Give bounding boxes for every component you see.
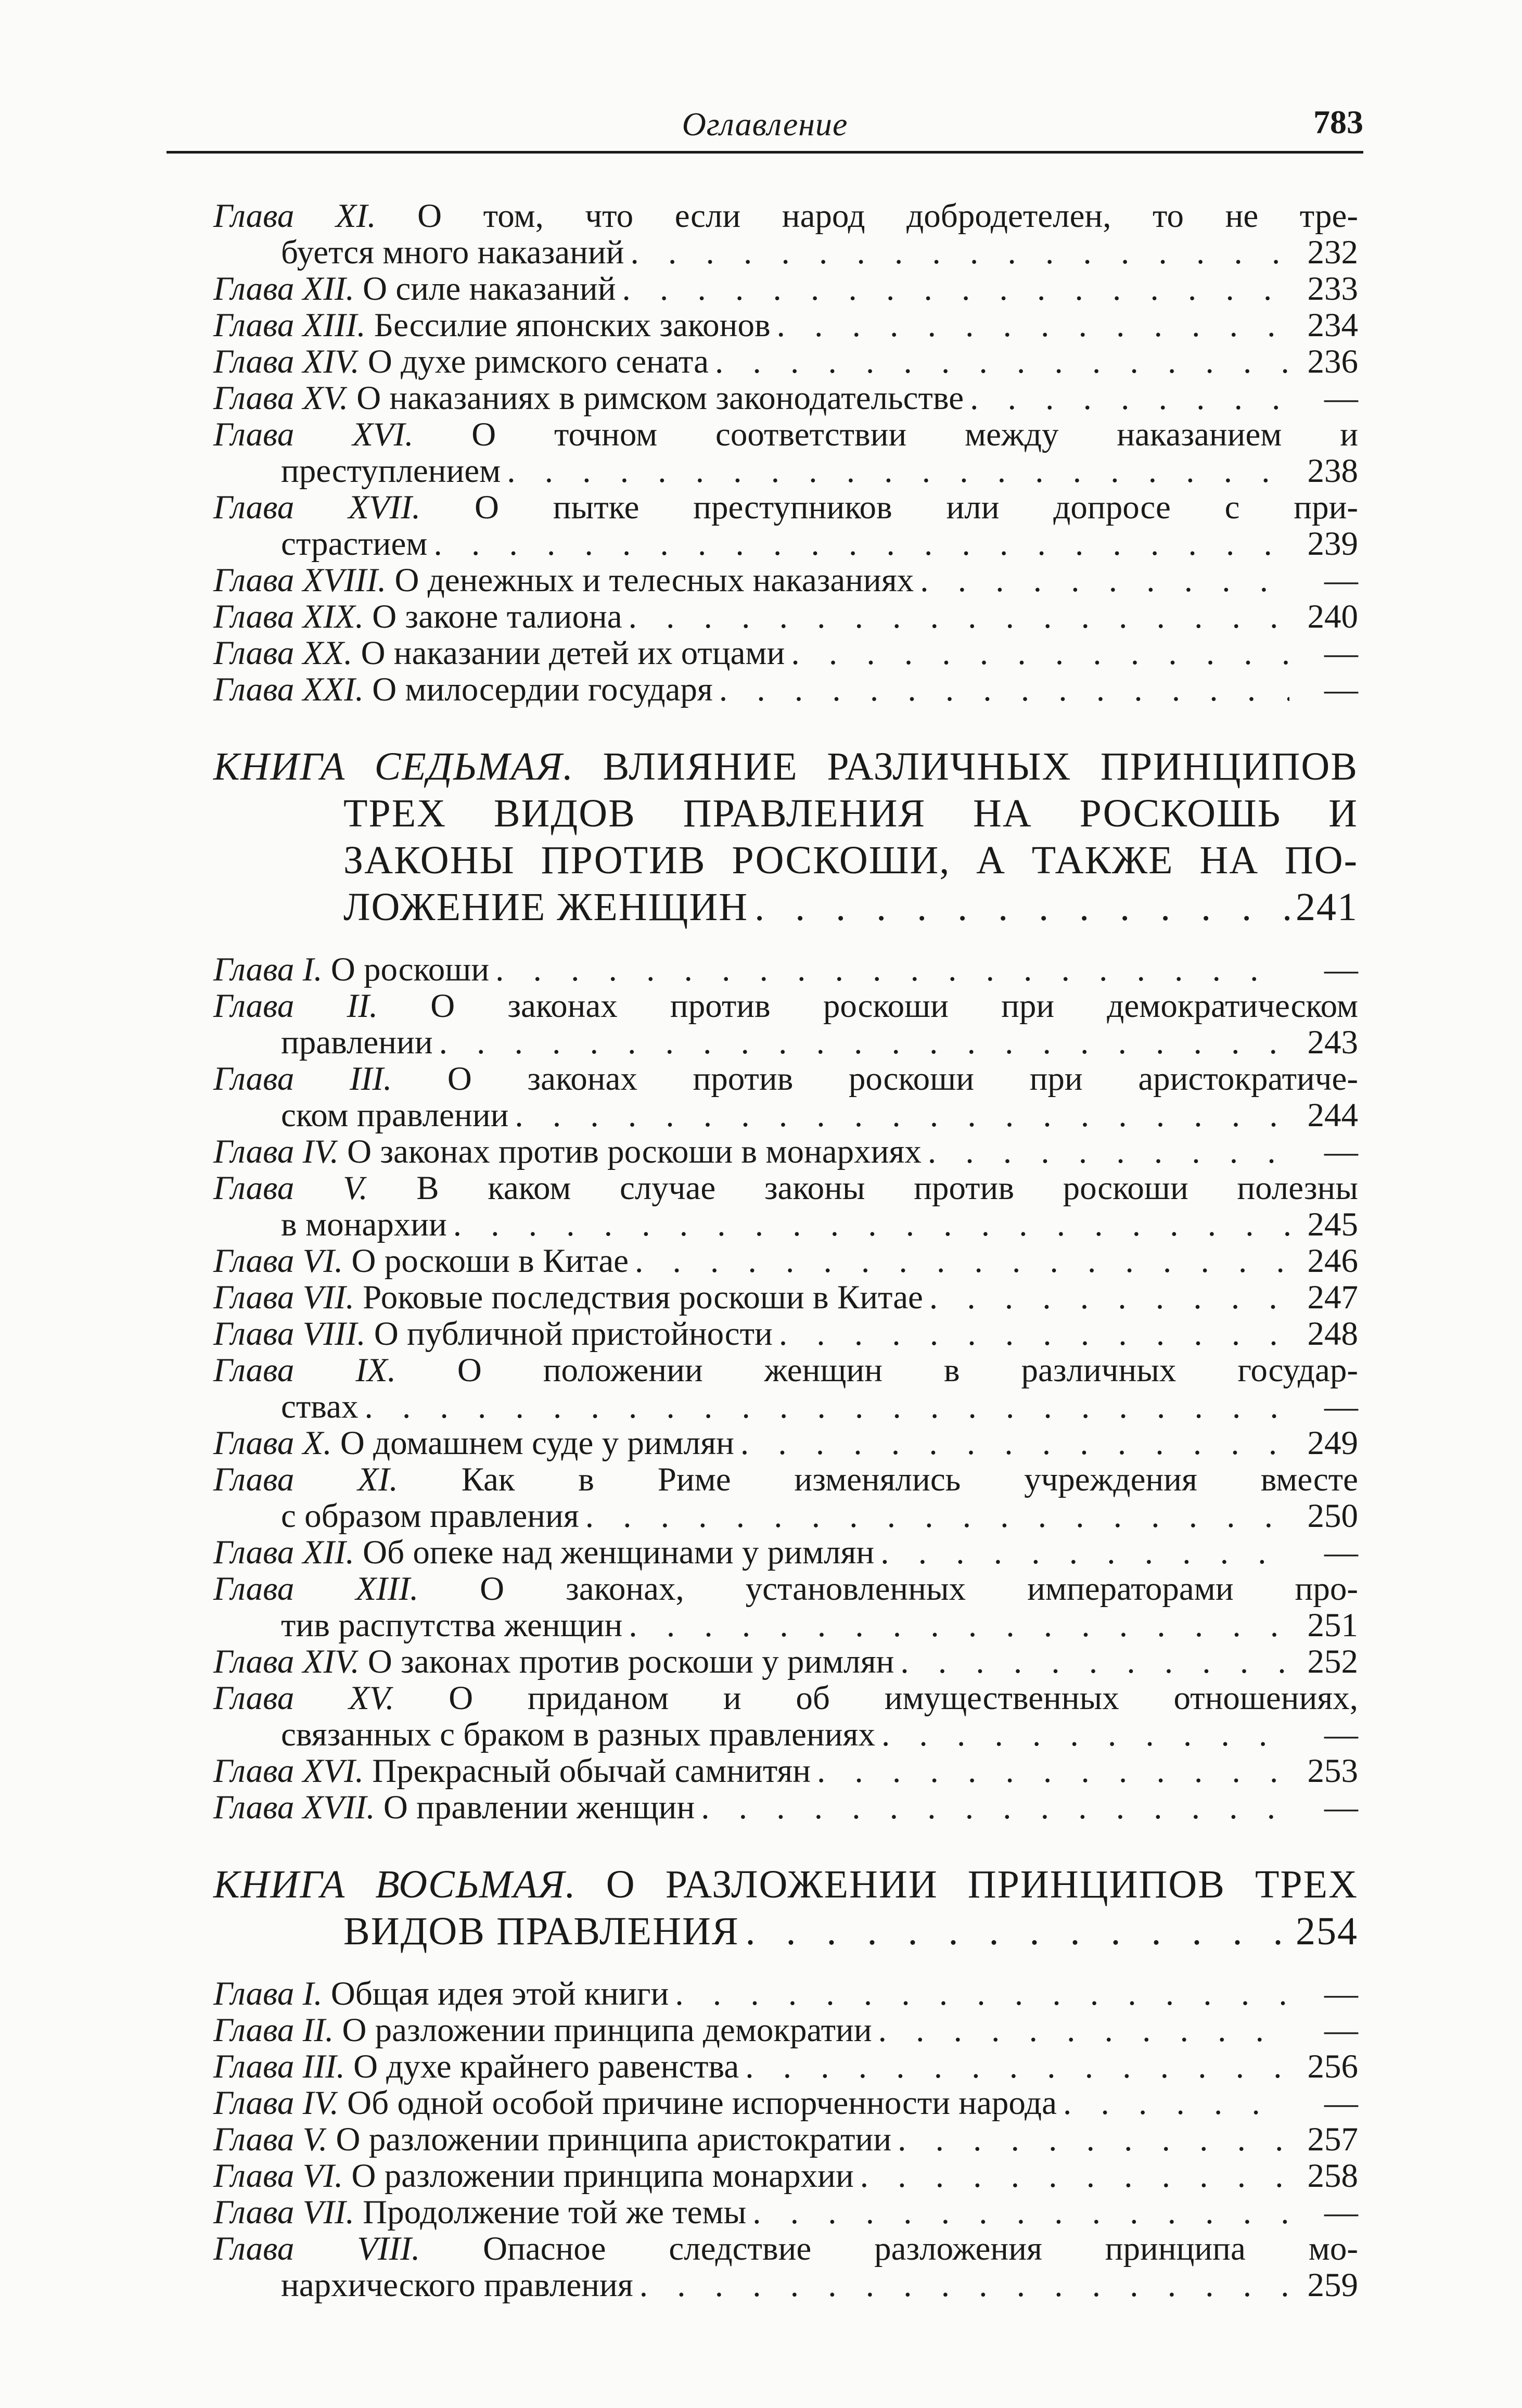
page-ref: 256 — [1307, 2048, 1358, 2085]
dot-leader — [629, 1607, 1289, 1643]
book-heading-7 — [213, 743, 1358, 931]
dot-leader — [860, 2158, 1289, 2194]
toc-entry — [213, 1170, 1358, 1243]
book-heading-last-line: ЛОЖЕНИЕ ЖЕНЩИН . . . 241 — [213, 884, 1358, 931]
chapter-label: Глава V. — [213, 1169, 368, 1207]
dot-leader — [629, 598, 1289, 635]
chapter-title: О положении женщин в различных государ- — [395, 1352, 1358, 1389]
chapter-title: О точном соответствии между наказанием и — [413, 416, 1358, 453]
chapter-title: связанных с браком в разных правлениях — [281, 1716, 875, 1753]
toc-entry — [213, 198, 1358, 271]
book-label: КНИГА ВОСЬМАЯ. — [213, 1863, 577, 1906]
page-ref: 232 — [1307, 234, 1358, 271]
entry-line — [213, 2012, 1358, 2048]
toc-entry — [213, 489, 1358, 562]
toc-entry — [213, 1753, 1358, 1789]
chapter-title: тив распутства женщин — [281, 1607, 623, 1644]
chapter-title: страстием — [281, 525, 428, 563]
chapter-title: О духе крайнего равенства — [344, 2048, 739, 2085]
chapter-label: Глава I. — [213, 951, 323, 988]
entry-first-line — [213, 1061, 1358, 1097]
dot-leader — [970, 380, 1289, 416]
entry-first-line — [213, 2231, 1358, 2267]
toc-entry — [213, 1425, 1358, 1461]
page-ref: 243 — [1307, 1024, 1358, 1061]
entry-line — [213, 635, 1358, 671]
entry-line — [213, 1206, 1358, 1243]
page-ref: 246 — [1307, 1242, 1358, 1280]
toc-entry — [213, 1352, 1358, 1425]
chapter-title: Об одной особой причине испорченности народа — [338, 2084, 1057, 2122]
toc-entry — [213, 1643, 1358, 1680]
dot-leader — [791, 635, 1289, 671]
chapter-label: Глава VIII. — [213, 2230, 420, 2267]
chapter-title: Прекрасный обычай самнитян — [363, 1752, 811, 1790]
entry-line — [213, 343, 1358, 380]
chapter-title: Роковые последствия роскоши в Китае — [354, 1279, 923, 1316]
entry-first-line — [213, 1170, 1358, 1206]
entry-line — [213, 2048, 1358, 2085]
page-ref: 233 — [1307, 270, 1358, 308]
chapter-label: Глава XIX. — [213, 598, 364, 635]
chapter-title: О духе римского сената — [359, 343, 709, 380]
entry-line — [213, 380, 1358, 416]
chapter-title: Как в Риме изменялись учреждения вместе — [398, 1461, 1358, 1498]
entry-first-line — [213, 489, 1358, 526]
chapter-label: Глава IV. — [213, 1133, 339, 1170]
header-rule — [167, 151, 1363, 154]
dot-leader — [433, 526, 1289, 562]
entry-line — [213, 671, 1358, 708]
dot-leader — [675, 1976, 1289, 2012]
dot-leader — [754, 884, 1289, 931]
entry-first-line — [213, 198, 1358, 234]
chapter-label: Глава XVII. — [213, 1789, 375, 1826]
dot-leader — [817, 1753, 1289, 1789]
toc-entry — [213, 1061, 1358, 1133]
toc-entry — [213, 1571, 1358, 1643]
book-heading-line: КНИГА ВОСЬМАЯ. О РАЗЛОЖЕНИИ ПРИНЦИПОВ ТРЕХ — [213, 1863, 1358, 1906]
toc-entry — [213, 1133, 1358, 1170]
chapter-label: Глава XII. — [213, 1534, 354, 1571]
chapter-title: Об опеке над женщинами у римлян — [354, 1534, 875, 1571]
toc-entry — [213, 2231, 1358, 2303]
chapter-list-book-7 — [213, 951, 1358, 1826]
toc-entry — [213, 671, 1358, 708]
entry-line — [213, 1643, 1358, 1680]
dot-leader — [640, 2267, 1289, 2303]
page-ref: 249 — [1307, 1424, 1358, 1462]
chapter-label: Глава VI. — [213, 1242, 343, 1280]
dot-leader — [745, 2048, 1289, 2085]
page-ref: 234 — [1307, 307, 1358, 344]
entry-line — [213, 1753, 1358, 1789]
page-ref: — — [1324, 2194, 1358, 2231]
entry-line — [213, 1716, 1358, 1753]
chapter-title: преступлением — [281, 452, 501, 490]
dot-leader — [453, 1206, 1289, 1243]
chapter-label: Глава XI. — [213, 1461, 398, 1498]
page-ref: — — [1324, 379, 1358, 417]
toc-entry — [213, 598, 1358, 635]
chapter-label: Глава XIV. — [213, 343, 360, 380]
entry-line — [213, 526, 1358, 562]
chapter-title: О законах против роскоши у римлян — [359, 1643, 894, 1680]
page-ref: — — [1324, 2011, 1358, 2049]
dot-leader — [439, 1024, 1289, 1061]
dot-leader — [900, 1643, 1289, 1680]
entry-line — [213, 271, 1358, 307]
toc-entry — [213, 988, 1358, 1061]
book-heading-line: ТРЕХ ВИДОВ ПРАВЛЕНИЯ НА РОСКОШЬ И — [343, 792, 1358, 835]
page-ref: 241 — [1296, 885, 1358, 929]
book-heading-8 — [213, 1861, 1358, 1955]
chapter-title: Бессилие японских законов — [365, 307, 771, 344]
toc-entry — [213, 562, 1358, 598]
chapter-title: О законах против роскоши при демократическом — [378, 987, 1358, 1025]
book-heading-line: ЗАКОНЫ ПРОТИВ РОСКОШИ, А ТАКЖЕ НА ПО- — [343, 838, 1358, 882]
page-ref: — — [1324, 2084, 1358, 2122]
chapter-list-book-6 — [213, 198, 1358, 708]
chapter-label: Глава XIII. — [213, 1570, 419, 1608]
toc-entry — [213, 1534, 1358, 1571]
page-ref: 257 — [1307, 2121, 1358, 2158]
chapter-label: Глава XIV. — [213, 1643, 360, 1680]
chapter-title: О денежных и телесных наказаниях — [386, 562, 914, 599]
chapter-title: О законе талиона — [363, 598, 622, 635]
chapter-label: Глава XII. — [213, 270, 354, 308]
dot-leader — [585, 1498, 1289, 1534]
toc-entry — [213, 1976, 1358, 2012]
toc-entry — [213, 2158, 1358, 2194]
entry-line — [213, 1388, 1358, 1425]
chapter-label: Глава III. — [213, 2048, 345, 2085]
entry-line — [213, 307, 1358, 343]
page-ref: — — [1324, 951, 1358, 988]
page-ref: — — [1324, 671, 1358, 708]
chapter-label: Глава XVI. — [213, 1752, 364, 1790]
entry-line — [213, 1534, 1358, 1571]
chapter-label: Глава XV. — [213, 1679, 394, 1717]
chapter-label: Глава X. — [213, 1424, 332, 1462]
chapter-label: Глава II. — [213, 987, 378, 1025]
toc-entry — [213, 380, 1358, 416]
chapter-label: Глава XVII. — [213, 489, 421, 526]
toc-entry — [213, 1461, 1358, 1534]
toc-entry — [213, 1680, 1358, 1753]
entry-line — [213, 1498, 1358, 1534]
table-of-contents — [213, 198, 1358, 2303]
entry-line — [213, 1243, 1358, 1279]
chapter-label: Глава VII. — [213, 1279, 354, 1316]
entry-line — [213, 562, 1358, 598]
chapter-title: О пытке преступников или допросе с при- — [420, 489, 1358, 526]
entry-line — [213, 951, 1358, 988]
dot-leader — [1063, 2085, 1289, 2121]
toc-entry — [213, 1789, 1358, 1826]
chapter-title: О силе наказаний — [354, 270, 616, 308]
toc-entry — [213, 951, 1358, 988]
chapter-title: О публичной пристойности — [365, 1315, 773, 1353]
entry-line — [213, 2121, 1358, 2158]
chapter-title: буется много наказаний — [281, 234, 624, 271]
entry-line — [213, 1316, 1358, 1352]
entry-first-line — [213, 1571, 1358, 1607]
dot-leader — [777, 307, 1289, 343]
chapter-title: О законах против роскоши в монархиях — [338, 1133, 922, 1170]
page-ref: — — [1324, 1789, 1358, 1826]
dot-leader — [701, 1789, 1289, 1826]
toc-entry — [213, 271, 1358, 307]
book-label: КНИГА СЕДЬМАЯ. — [213, 745, 574, 788]
dot-leader — [779, 1316, 1289, 1352]
toc-entry — [213, 1243, 1358, 1279]
chapter-title: О роскоши — [322, 951, 490, 988]
chapter-label: Глава VII. — [213, 2194, 354, 2231]
page-ref: 253 — [1307, 1752, 1358, 1790]
chapter-label: Глава I. — [213, 1975, 323, 2012]
dot-leader — [881, 1716, 1289, 1753]
page-ref: 254 — [1296, 1909, 1358, 1953]
page-ref: 240 — [1307, 598, 1358, 635]
chapter-title: В каком случае законы против роскоши полезны — [367, 1169, 1359, 1207]
toc-entry — [213, 1316, 1358, 1352]
toc-entry — [213, 2012, 1358, 2048]
page-ref: 244 — [1307, 1097, 1358, 1134]
entry-line — [213, 2158, 1358, 2194]
page-ref: 258 — [1307, 2157, 1358, 2195]
page-ref: — — [1324, 562, 1358, 599]
toc-entry — [213, 307, 1358, 343]
chapter-title: О законах, установленных императорами про- — [418, 1570, 1358, 1608]
toc-entry — [213, 2121, 1358, 2158]
entry-line — [213, 2194, 1358, 2231]
page-ref: — — [1324, 1716, 1358, 1753]
dot-leader — [715, 343, 1289, 380]
dot-leader — [622, 271, 1290, 307]
chapter-label: Глава XX. — [213, 634, 353, 672]
chapter-title: О правлении женщин — [375, 1789, 695, 1826]
chapter-title: Продолжение той же темы — [354, 2194, 747, 2231]
toc-entry — [213, 416, 1358, 489]
entry-line — [213, 453, 1358, 489]
dot-leader — [507, 453, 1289, 489]
page-number: 783 — [1313, 104, 1363, 141]
page-ref: 236 — [1307, 343, 1358, 380]
entry-first-line — [213, 1680, 1358, 1716]
chapter-title: О разложении принципа монархии — [343, 2157, 854, 2195]
chapter-title: О приданом и об имущественных отношениях, — [394, 1679, 1359, 1717]
chapter-list-book-8 — [213, 1976, 1358, 2303]
page-ref: — — [1324, 1534, 1358, 1571]
entry-line — [213, 1279, 1358, 1316]
chapter-label: Глава XIII. — [213, 307, 366, 344]
chapter-label: Глава XVI. — [213, 416, 414, 453]
dot-leader — [878, 2012, 1289, 2048]
dot-leader — [364, 1388, 1289, 1425]
dot-leader — [515, 1097, 1289, 1133]
entry-line — [213, 234, 1358, 271]
entry-line — [213, 1097, 1358, 1133]
dot-leader — [928, 1133, 1289, 1170]
dot-leader — [880, 1534, 1289, 1571]
chapter-title: Опасное следствие разложения принципа мо- — [420, 2230, 1358, 2267]
chapter-title: О том, что если народ добродетелен, то не тре- — [376, 197, 1358, 235]
entry-line — [213, 1789, 1358, 1826]
dot-leader — [929, 1279, 1289, 1316]
chapter-label: Глава IX. — [213, 1352, 396, 1389]
toc-entry — [213, 2085, 1358, 2121]
dot-leader — [495, 951, 1289, 988]
page-ref: 248 — [1307, 1315, 1358, 1353]
page-ref: 247 — [1307, 1279, 1358, 1316]
chapter-title: О милосердии государя — [363, 671, 713, 708]
chapter-label: Глава XV. — [213, 379, 348, 417]
dot-leader — [746, 1908, 1289, 1955]
entry-line — [213, 1133, 1358, 1170]
entry-line — [213, 1425, 1358, 1461]
book-heading-last-line: ВИДОВ ПРАВЛЕНИЯ . . . 254 — [213, 1908, 1358, 1955]
entry-line — [213, 2085, 1358, 2121]
page-ref: — — [1324, 1388, 1358, 1425]
chapter-title: О разложении принципа аристократии — [327, 2121, 892, 2158]
running-title: Оглавление — [682, 106, 848, 143]
chapter-label: Глава IV. — [213, 2084, 339, 2122]
dot-leader — [740, 1425, 1289, 1461]
chapter-title: О разложении принципа демократии — [334, 2011, 872, 2049]
page-ref: 250 — [1307, 1497, 1358, 1535]
entry-first-line — [213, 416, 1358, 453]
dot-leader — [719, 671, 1289, 708]
chapter-title: ствах — [281, 1388, 359, 1425]
chapter-label: Глава VI. — [213, 2157, 343, 2195]
chapter-label: Глава III. — [213, 1060, 392, 1098]
toc-entry — [213, 1279, 1358, 1316]
dot-leader — [920, 562, 1289, 598]
chapter-title: О наказании детей их отцами — [352, 634, 785, 672]
chapter-title: О законах против роскоши при аристократиче- — [392, 1060, 1358, 1098]
page-header — [167, 99, 1363, 156]
page-ref: 239 — [1307, 525, 1358, 563]
entry-line — [213, 1976, 1358, 2012]
dot-leader — [752, 2194, 1289, 2231]
page-ref: 252 — [1307, 1643, 1358, 1680]
chapter-title: в монархии — [281, 1206, 447, 1243]
page-ref: 259 — [1307, 2266, 1358, 2304]
chapter-title: с образом правления — [281, 1497, 579, 1535]
page-ref: 251 — [1307, 1607, 1358, 1644]
dot-leader — [898, 2121, 1289, 2158]
toc-entry — [213, 635, 1358, 671]
entry-line — [213, 598, 1358, 635]
dot-leader — [635, 1243, 1289, 1279]
page-ref: 238 — [1307, 452, 1358, 490]
page-ref: — — [1324, 1975, 1358, 2012]
page-ref: — — [1324, 1133, 1358, 1170]
entry-line — [213, 2267, 1358, 2303]
page-ref: 245 — [1307, 1206, 1358, 1243]
chapter-label: Глава II. — [213, 2011, 334, 2049]
chapter-title: О роскоши в Китае — [343, 1242, 629, 1280]
page-ref: — — [1324, 634, 1358, 672]
chapter-label: Глава XVIII. — [213, 562, 387, 599]
entry-first-line — [213, 1461, 1358, 1498]
entry-first-line — [213, 1352, 1358, 1388]
chapter-label: Глава VIII. — [213, 1315, 366, 1353]
chapter-title: О домашнем суде у римлян — [331, 1424, 734, 1462]
toc-entry — [213, 2048, 1358, 2085]
chapter-title: правлении — [281, 1024, 433, 1061]
entry-line — [213, 1607, 1358, 1643]
chapter-title: О наказаниях в римском законодательстве — [348, 379, 964, 417]
dot-leader — [630, 234, 1289, 271]
chapter-title: ском правлении — [281, 1097, 509, 1134]
entry-first-line — [213, 988, 1358, 1024]
entry-line — [213, 1024, 1358, 1061]
book-heading-line: КНИГА СЕДЬМАЯ. ВЛИЯНИЕ РАЗЛИЧНЫХ ПРИНЦИПОВ — [213, 745, 1358, 788]
chapter-label: Глава XI. — [213, 197, 376, 235]
chapter-title: Общая идея этой книги — [322, 1975, 669, 2012]
toc-entry — [213, 2194, 1358, 2231]
chapter-label: Глава V. — [213, 2121, 328, 2158]
chapter-label: Глава XXI. — [213, 671, 364, 708]
chapter-title: нархического правления — [281, 2266, 633, 2304]
toc-entry — [213, 343, 1358, 380]
